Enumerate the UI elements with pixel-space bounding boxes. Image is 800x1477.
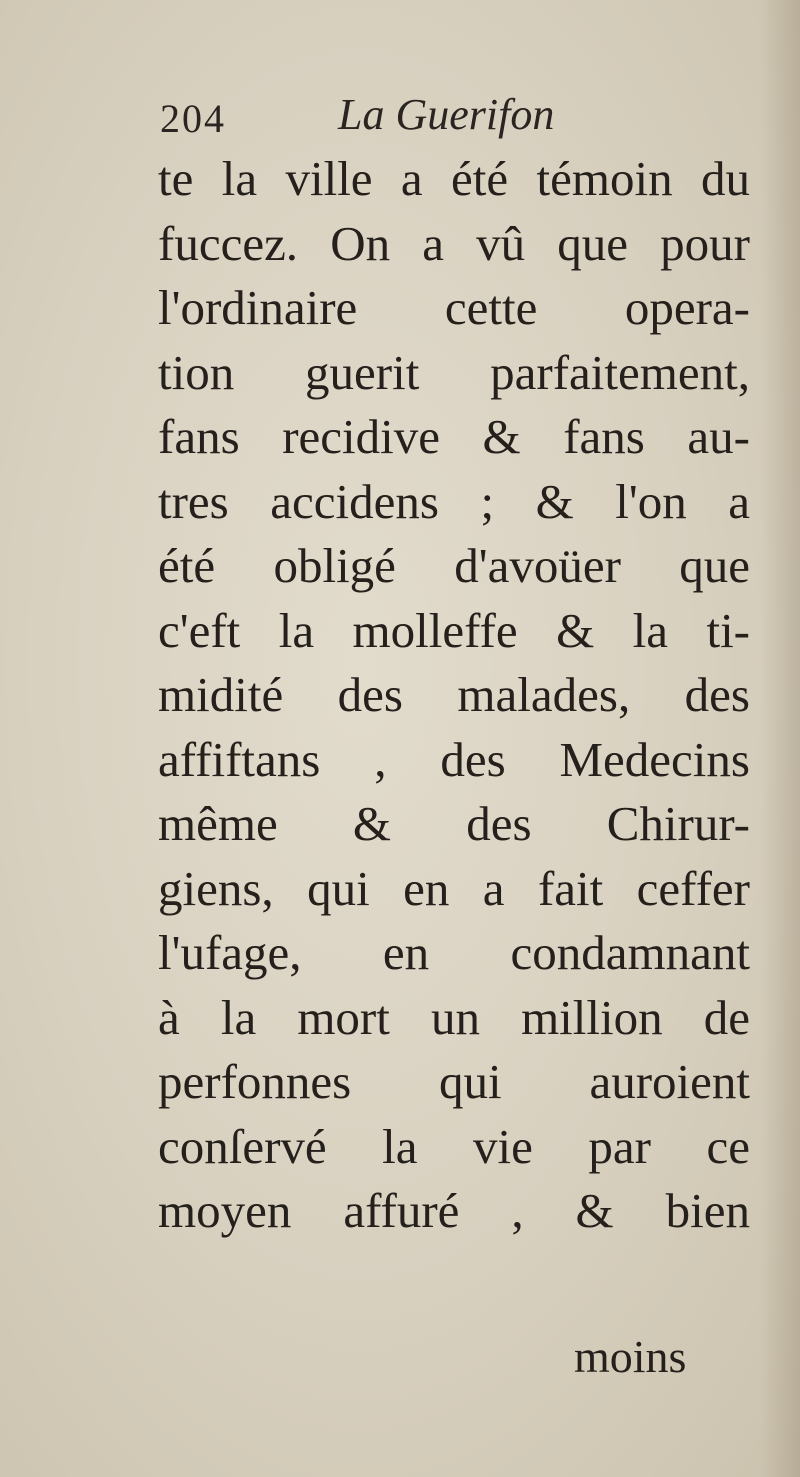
text-line: tion guerit parfaitement, bbox=[158, 344, 750, 400]
running-title: La Guerifon bbox=[338, 90, 555, 139]
text-line: giens, qui en a fait ceffer bbox=[158, 860, 750, 916]
text-line: fans recidive & fans au- bbox=[158, 409, 750, 464]
text-line: moyen affuré , & bien bbox=[158, 1183, 750, 1238]
catchword: moins bbox=[574, 1331, 687, 1382]
page-edge-shadow bbox=[760, 0, 800, 1477]
text-line: à la mort un million de bbox=[158, 989, 750, 1045]
text-line: été obligé d'avoüer que bbox=[158, 538, 750, 593]
text-line: l'ordinaire cette opera- bbox=[158, 280, 750, 335]
page-number: 204 bbox=[160, 96, 226, 141]
text-line: c'eft la molleffe & la ti- bbox=[158, 602, 750, 658]
text-line: conſervé la vie par ce bbox=[158, 1118, 750, 1174]
text-line: perfonnes qui auroient bbox=[158, 1054, 750, 1109]
text-line: l'ufage, en condamnant bbox=[158, 925, 750, 980]
body-text bbox=[158, 147, 758, 1244]
text-line: midité des malades, des bbox=[158, 667, 750, 722]
text-line: tres accidens ; & l'on a bbox=[158, 473, 750, 529]
text-line: affiftans , des Medecins bbox=[158, 731, 750, 787]
text-line: te la ville a été témoin du bbox=[158, 151, 750, 206]
page-header bbox=[160, 85, 680, 155]
text-line: fuccez. On a vû que pour bbox=[158, 215, 750, 271]
text-line: même & des Chirur- bbox=[158, 796, 750, 851]
